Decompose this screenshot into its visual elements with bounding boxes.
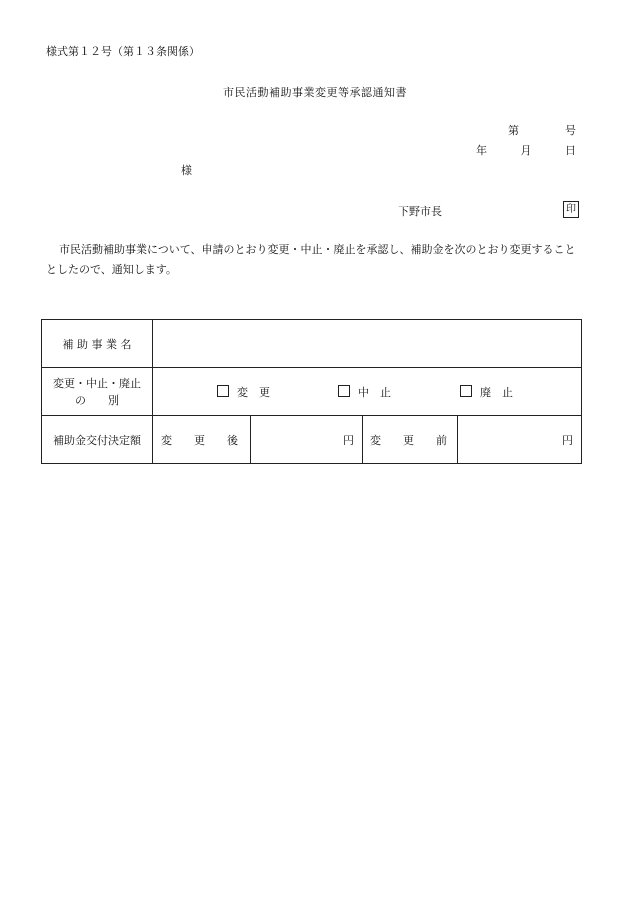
dai-label: 第: [508, 124, 519, 137]
date-line: [476, 142, 576, 158]
before-change-label: [363, 416, 458, 464]
project-name-label: 補 助 事 業 名: [42, 320, 153, 368]
go-label: 号: [565, 124, 576, 137]
seal-stamp: 印: [563, 201, 579, 218]
table-row: [42, 320, 582, 368]
option-suspend-label: 中 止: [358, 386, 391, 399]
yen-unit: 円: [562, 433, 573, 447]
before-char-3: 前: [436, 433, 447, 447]
after-char-1: 変: [161, 433, 172, 447]
checkbox-icon[interactable]: [217, 385, 229, 397]
document-title: 市民活動補助事業変更等承認通知書: [223, 86, 407, 99]
before-change-amount-field[interactable]: [458, 416, 582, 464]
day-label: 日: [565, 144, 576, 157]
change-type-label-line2: の 別: [75, 393, 119, 407]
after-char-3: 後: [227, 433, 238, 447]
table-row: [42, 416, 582, 464]
notice-table: [41, 319, 582, 464]
after-char-2: 更: [194, 433, 205, 447]
option-abolish-label: 廃 止: [480, 386, 513, 399]
checkbox-icon[interactable]: [338, 385, 350, 397]
option-change-label: 変 更: [237, 386, 270, 399]
form-number: 様式第１２号（第１３条関係）: [46, 45, 200, 58]
option-suspend[interactable]: [338, 384, 391, 400]
change-type-label-line1: 変更・中止・廃止: [53, 376, 141, 390]
after-change-label: [153, 416, 251, 464]
addressee-honorific: 様: [181, 164, 192, 177]
before-char-2: 更: [403, 433, 414, 447]
reference-number: [508, 122, 576, 138]
body-paragraph: 市民活動補助事業について、申請のとおり変更・中止・廃止を承認し、補助金を次のとおり変更することとしたので、通知します。: [46, 243, 576, 276]
project-name-field[interactable]: [153, 320, 582, 368]
after-change-amount-field[interactable]: [251, 416, 363, 464]
table-row: [42, 368, 582, 416]
month-label: 月: [520, 144, 532, 157]
option-change[interactable]: [217, 384, 270, 400]
change-type-options: [153, 368, 582, 416]
grant-amount-label: 補助金交付決定額: [42, 416, 153, 464]
issuer-name: 下野市長: [398, 205, 442, 218]
change-type-label: [42, 368, 153, 416]
before-char-1: 変: [370, 433, 381, 447]
yen-unit: 円: [343, 433, 354, 447]
checkbox-icon[interactable]: [460, 385, 472, 397]
option-abolish[interactable]: [460, 384, 513, 400]
year-label: 年: [476, 144, 487, 157]
